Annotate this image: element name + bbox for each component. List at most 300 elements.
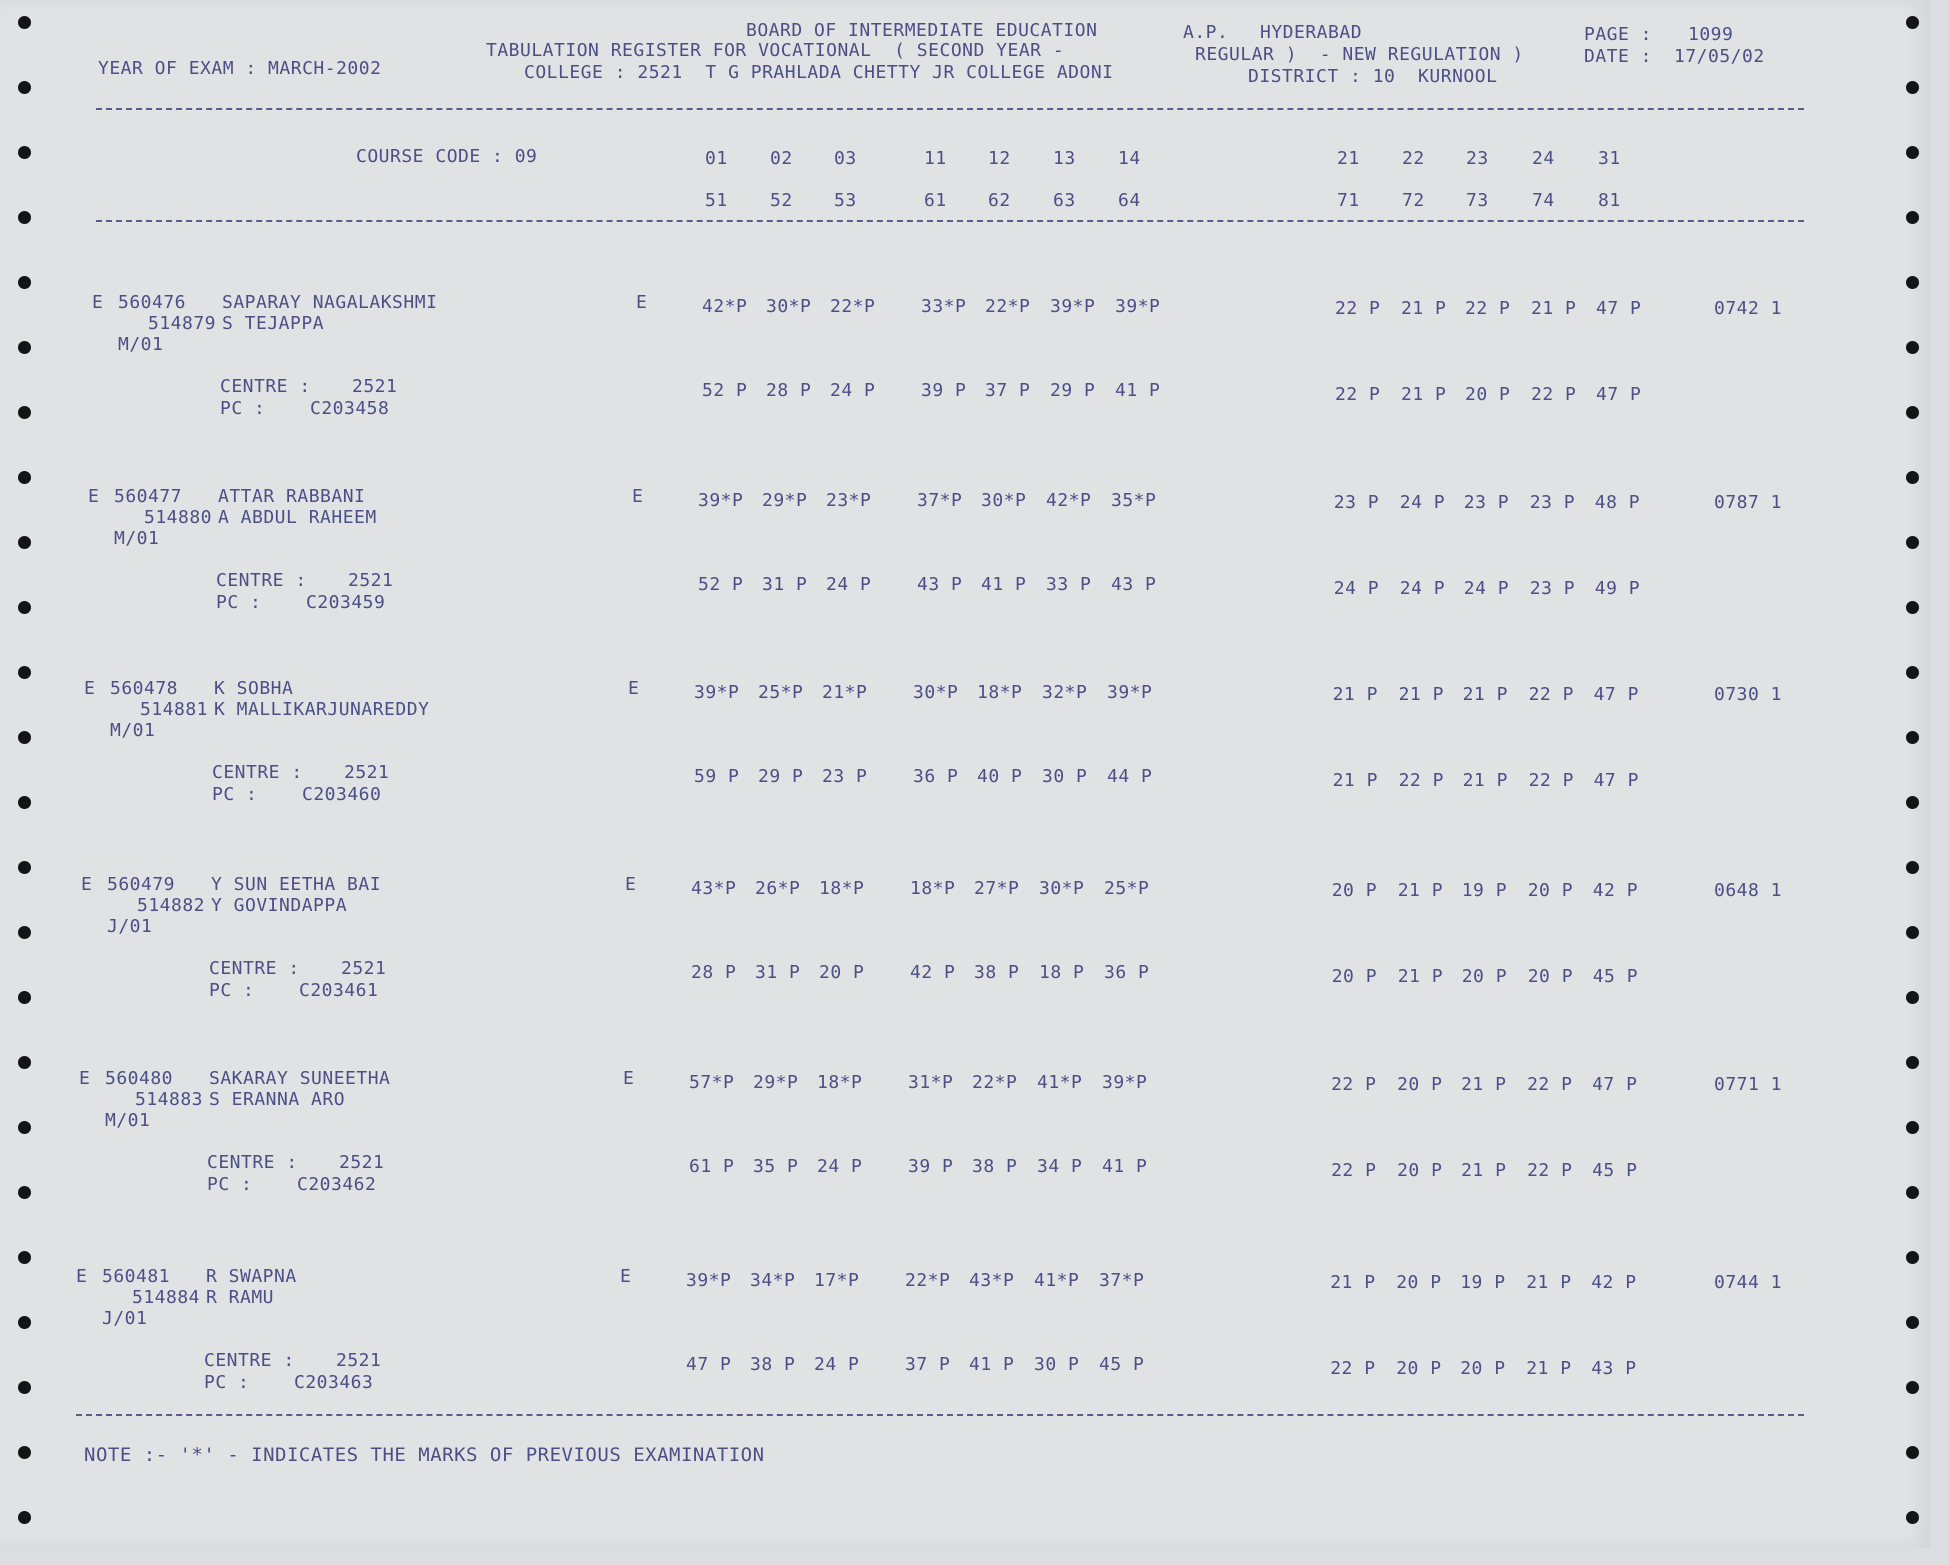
parent-name: K MALLIKARJUNAREDDY: [214, 699, 430, 720]
city-label: HYDERABAD: [1260, 22, 1363, 43]
subject-marks: 34*P: [750, 1270, 796, 1291]
feed-hole: [1906, 16, 1919, 29]
subject-marks: 42 P: [1591, 1272, 1637, 1293]
subject-marks: 28 P: [766, 380, 812, 401]
subject-marks: 23 P: [822, 766, 868, 787]
subject-marks: 44 P: [1107, 766, 1153, 787]
feed-hole: [18, 81, 31, 94]
subject-code-header: 22: [1402, 148, 1425, 169]
subject-marks: 47 P: [1593, 684, 1639, 705]
subject-marks: 59 P: [694, 766, 740, 787]
subject-code-header: 53: [834, 190, 857, 211]
subject-marks: 43 P: [917, 574, 963, 595]
subject-marks: 23 P: [1529, 578, 1576, 599]
subject-marks: 22 P: [1330, 1358, 1376, 1379]
subject-marks: 31 P: [762, 574, 808, 595]
pc-label: PC :: [212, 784, 258, 805]
exam-flag: E: [84, 678, 96, 699]
subject-marks: 29 P: [1050, 380, 1096, 401]
centre-code: 2521: [339, 1152, 385, 1173]
subject-marks: 22 P: [1527, 1074, 1573, 1095]
header-rule-top: [96, 108, 1804, 110]
pc-label: PC :: [207, 1174, 253, 1195]
feed-hole: [1906, 1511, 1919, 1524]
category: E: [623, 1068, 635, 1089]
subject-marks: 38 P: [974, 962, 1020, 983]
subject-marks: 57*P: [689, 1072, 735, 1093]
feed-hole: [18, 146, 31, 159]
feed-hole: [1906, 276, 1919, 289]
subject-marks: 45 P: [1592, 1160, 1638, 1181]
subject-marks: 22 P: [1331, 1074, 1377, 1095]
subject-marks: 29*P: [753, 1072, 799, 1093]
subject-marks: 41 P: [969, 1354, 1015, 1375]
subject-marks: 25*P: [1104, 878, 1150, 899]
subject-marks: 20 P: [1465, 384, 1511, 405]
feed-hole: [18, 1446, 31, 1459]
feed-hole: [1906, 731, 1919, 744]
centre-code: 2521: [344, 762, 390, 783]
pc-label: PC :: [220, 398, 266, 419]
subject-marks: 21 P: [1401, 298, 1447, 319]
feed-hole: [18, 341, 31, 354]
hall-ticket-number: 514881: [140, 699, 209, 720]
pc-code: C203460: [302, 784, 382, 805]
subject-code-header: 62: [988, 190, 1011, 211]
centre-code: 2521: [352, 376, 398, 397]
gender-medium: M/01: [105, 1110, 151, 1131]
subject-marks: 39 P: [921, 380, 967, 401]
subject-marks: 43 P: [1111, 574, 1157, 595]
subject-marks: 39*P: [1115, 296, 1161, 317]
category: E: [632, 486, 644, 507]
centre-label: CENTRE :: [220, 376, 311, 397]
subject-marks: 42*P: [1046, 490, 1092, 511]
feed-hole: [18, 1381, 31, 1394]
subject-marks: 25*P: [758, 682, 804, 703]
subject-marks: 27*P: [974, 878, 1020, 899]
feed-hole: [18, 1511, 31, 1524]
subject-code-header: 23: [1466, 148, 1489, 169]
subject-marks: 22 P: [1398, 770, 1444, 791]
feed-hole: [18, 926, 31, 939]
pc-code: C203463: [294, 1372, 374, 1393]
subject-marks: 18*P: [977, 682, 1023, 703]
feed-hole: [1906, 1316, 1919, 1329]
subject-marks: 39*P: [686, 1270, 732, 1291]
subject-marks: 29*P: [762, 490, 808, 511]
subject-marks: 39*P: [1050, 296, 1096, 317]
page-label: PAGE :: [1584, 24, 1653, 45]
subject-marks: 22 P: [1528, 770, 1574, 791]
register-number: 560478: [110, 678, 179, 699]
subject-marks: 22*P: [985, 296, 1031, 317]
hall-ticket-number: 514880: [144, 507, 213, 528]
page-number: 1099: [1688, 24, 1734, 45]
subject-marks: 21 P: [1531, 298, 1577, 319]
subject-marks: 20 P: [1331, 880, 1378, 901]
subject-marks: 35 P: [753, 1156, 799, 1177]
subject-marks: 47 P: [1596, 298, 1642, 319]
feed-hole: [1906, 861, 1919, 874]
total-marks: 0771 1: [1714, 1074, 1783, 1095]
subject-marks: 41 P: [1102, 1156, 1148, 1177]
subject-marks: 30*P: [913, 682, 959, 703]
gender-medium: M/01: [110, 720, 156, 741]
subject-marks: 22 P: [1531, 384, 1577, 405]
feed-hole: [1906, 1381, 1919, 1394]
feed-hole: [1906, 81, 1919, 94]
subject-marks: 21 P: [1462, 770, 1508, 791]
subject-code-header: 63: [1053, 190, 1076, 211]
pc-label: PC :: [216, 592, 262, 613]
register-number: 560479: [107, 874, 176, 895]
subject-marks: 21 P: [1526, 1272, 1572, 1293]
subject-marks: 24 P: [1463, 578, 1510, 599]
subject-marks: 18*P: [819, 878, 865, 899]
course-code: COURSE CODE : 09: [356, 146, 538, 167]
total-marks: 0787 1: [1714, 492, 1783, 513]
exam-flag: E: [92, 292, 104, 313]
subject-marks: 22 P: [1465, 298, 1511, 319]
subject-marks: 23*P: [826, 490, 872, 511]
hall-ticket-number: 514884: [132, 1287, 201, 1308]
centre-code: 2521: [341, 958, 387, 979]
subject-marks: 37*P: [1099, 1270, 1145, 1291]
subject-marks: 18 P: [1039, 962, 1085, 983]
subject-marks: 43*P: [969, 1270, 1015, 1291]
centre-code: 2521: [348, 570, 394, 591]
subject-marks: 39*P: [1107, 682, 1153, 703]
footnote: NOTE :- '*' - INDICATES THE MARKS OF PREVIOUS EXAMINATION: [84, 1444, 765, 1466]
exam-flag: E: [79, 1068, 91, 1089]
subject-marks: 52 P: [698, 574, 744, 595]
subject-marks: 36 P: [913, 766, 959, 787]
subject-marks: 20 P: [1331, 966, 1378, 987]
subject-marks: 36 P: [1104, 962, 1150, 983]
subject-marks: 39*P: [698, 490, 744, 511]
register-number: 560476: [118, 292, 187, 313]
subject-code-header: 81: [1598, 190, 1621, 211]
feed-hole: [18, 861, 31, 874]
pc-code: C203458: [310, 398, 390, 419]
subject-marks: 19 P: [1460, 1272, 1506, 1293]
feed-hole: [18, 276, 31, 289]
subject-marks: 34 P: [1037, 1156, 1083, 1177]
feed-hole: [18, 471, 31, 484]
subject-marks: 21 P: [1398, 684, 1444, 705]
subject-code-header: 51: [705, 190, 728, 211]
student-name: SAKARAY SUNEETHA: [209, 1068, 391, 1089]
subject-code-header: 01: [705, 148, 728, 169]
student-name: R SWAPNA: [206, 1266, 297, 1287]
subject-code-header: 64: [1118, 190, 1141, 211]
subject-marks: 32*P: [1042, 682, 1088, 703]
student-name: SAPARAY NAGALAKSHMI: [222, 292, 438, 313]
feed-hole: [18, 1251, 31, 1264]
subject-marks: 47 P: [686, 1354, 732, 1375]
feed-hole: [1906, 341, 1919, 354]
subject-marks: 21 P: [1461, 1074, 1507, 1095]
total-marks: 0744 1: [1714, 1272, 1783, 1293]
subject-marks: 20 P: [1396, 1272, 1442, 1293]
subject-marks: 22 P: [1335, 298, 1381, 319]
register-number: 560481: [102, 1266, 171, 1287]
subject-marks: 42*P: [702, 296, 748, 317]
subject-marks: 43*P: [691, 878, 737, 899]
feed-hole: [1906, 991, 1919, 1004]
feed-hole: [18, 211, 31, 224]
feed-hole: [1906, 1251, 1919, 1264]
subject-code-header: 71: [1337, 190, 1360, 211]
subject-marks: 18*P: [910, 878, 956, 899]
date-label: DATE :: [1584, 46, 1653, 67]
subject-marks: 20 P: [1397, 1160, 1443, 1181]
exam-flag: E: [81, 874, 93, 895]
subject-marks: 24 P: [830, 380, 876, 401]
subject-marks: 23 P: [1333, 492, 1380, 513]
feed-hole: [18, 406, 31, 419]
subject-code-header: 12: [988, 148, 1011, 169]
footer-rule: [76, 1414, 1804, 1416]
feed-hole: [1906, 1446, 1919, 1459]
board-title: BOARD OF INTERMEDIATE EDUCATION: [746, 20, 1098, 41]
print-date: 17/05/02: [1674, 46, 1765, 67]
subject-marks: 22 P: [1528, 684, 1574, 705]
parent-name: R RAMU: [206, 1287, 275, 1308]
feed-hole: [1906, 796, 1919, 809]
subject-code-header: 03: [834, 148, 857, 169]
subject-code-header: 14: [1118, 148, 1141, 169]
subject-marks: 22 P: [1527, 1160, 1573, 1181]
feed-hole: [1906, 601, 1919, 614]
subject-marks: 52 P: [702, 380, 748, 401]
subject-marks: 21 P: [1461, 1160, 1507, 1181]
feed-hole: [1906, 406, 1919, 419]
feed-hole: [1906, 471, 1919, 484]
subject-marks: 21 P: [1330, 1272, 1376, 1293]
subject-marks: 21 P: [1401, 384, 1447, 405]
subject-marks: 20 P: [819, 962, 865, 983]
subject-marks: 39 P: [908, 1156, 954, 1177]
feed-hole: [1906, 1186, 1919, 1199]
centre-label: CENTRE :: [209, 958, 300, 979]
register-number: 560480: [105, 1068, 174, 1089]
total-marks: 0648 1: [1714, 880, 1783, 901]
subject-marks: 39*P: [694, 682, 740, 703]
subject-marks: 42 P: [910, 962, 956, 983]
subject-code-header: 31: [1598, 148, 1621, 169]
subject-code-header: 61: [924, 190, 947, 211]
subject-code-header: 11: [924, 148, 947, 169]
college-label: COLLEGE : 2521 T G PRAHLADA CHETTY JR COLLEGE ADONI: [524, 62, 1114, 83]
feed-hole: [18, 536, 31, 549]
feed-hole: [1906, 1056, 1919, 1069]
subject-marks: 22 P: [1335, 384, 1381, 405]
subject-marks: 19 P: [1461, 880, 1508, 901]
feed-hole: [18, 601, 31, 614]
subject-marks: 41 P: [1115, 380, 1161, 401]
subject-marks: 22 P: [1331, 1160, 1377, 1181]
subject-marks: 21 P: [1526, 1358, 1572, 1379]
subject-marks: 21*P: [822, 682, 868, 703]
regulation-label: REGULAR ) - NEW REGULATION ): [1195, 44, 1524, 65]
subject-marks: 45 P: [1099, 1354, 1145, 1375]
gender-medium: J/01: [102, 1308, 148, 1329]
subject-marks: 31 P: [755, 962, 801, 983]
pc-label: PC :: [209, 980, 255, 1001]
gender-medium: J/01: [107, 916, 153, 937]
subject-marks: 30*P: [766, 296, 812, 317]
subject-marks: 17*P: [814, 1270, 860, 1291]
subject-marks: 38 P: [972, 1156, 1018, 1177]
pc-code: C203462: [297, 1174, 377, 1195]
parent-name: Y GOVINDAPPA: [211, 895, 348, 916]
subject-marks: 23 P: [1463, 492, 1510, 513]
subject-marks: 24 P: [826, 574, 872, 595]
subject-marks: 20 P: [1527, 880, 1574, 901]
feed-hole: [18, 796, 31, 809]
hall-ticket-number: 514882: [137, 895, 206, 916]
feed-hole: [18, 991, 31, 1004]
subject-marks: 20 P: [1396, 1358, 1442, 1379]
category: E: [636, 292, 648, 313]
subject-marks: 47 P: [1596, 384, 1642, 405]
subject-marks: 20 P: [1461, 966, 1508, 987]
subject-marks: 28 P: [691, 962, 737, 983]
subject-marks: 33 P: [1046, 574, 1092, 595]
subject-marks: 29 P: [758, 766, 804, 787]
subject-marks: 22*P: [905, 1270, 951, 1291]
feed-hole: [18, 731, 31, 744]
pc-label: PC :: [204, 1372, 250, 1393]
state-label: A.P.: [1183, 22, 1229, 43]
subject-marks: 24 P: [1333, 578, 1380, 599]
centre-label: CENTRE :: [204, 1350, 295, 1371]
subject-marks: 21 P: [1332, 770, 1378, 791]
feed-hole: [18, 666, 31, 679]
register-number: 560477: [114, 486, 183, 507]
category: E: [620, 1266, 632, 1287]
subject-marks: 41*P: [1034, 1270, 1080, 1291]
subject-marks: 35*P: [1111, 490, 1157, 511]
total-marks: 0742 1: [1714, 298, 1783, 319]
subject-marks: 30*P: [1039, 878, 1085, 899]
district-label: DISTRICT : 10 KURNOOL: [1248, 66, 1498, 87]
centre-label: CENTRE :: [207, 1152, 298, 1173]
subject-marks: 41 P: [981, 574, 1027, 595]
centre-label: CENTRE :: [212, 762, 303, 783]
subject-code-header: 21: [1337, 148, 1360, 169]
feed-hole: [1906, 1121, 1919, 1134]
subject-marks: 38 P: [750, 1354, 796, 1375]
subject-marks: 20 P: [1527, 966, 1574, 987]
feed-hole: [1906, 146, 1919, 159]
subject-marks: 47 P: [1593, 770, 1639, 791]
centre-code: 2521: [336, 1350, 382, 1371]
subject-marks: 37 P: [905, 1354, 951, 1375]
parent-name: S TEJAPPA: [222, 313, 325, 334]
subject-marks: 39*P: [1102, 1072, 1148, 1093]
subject-code-header: 72: [1402, 190, 1425, 211]
subject-marks: 37*P: [917, 490, 963, 511]
centre-label: CENTRE :: [216, 570, 307, 591]
year-of-exam: YEAR OF EXAM : MARCH-2002: [98, 58, 382, 79]
student-name: ATTAR RABBANI: [218, 486, 366, 507]
subject-marks: 26*P: [755, 878, 801, 899]
gender-medium: M/01: [114, 528, 160, 549]
subject-marks: 30 P: [1034, 1354, 1080, 1375]
subject-marks: 24 P: [817, 1156, 863, 1177]
category: E: [628, 678, 640, 699]
subject-marks: 42 P: [1592, 880, 1639, 901]
subject-code-header: 13: [1053, 148, 1076, 169]
subject-marks: 24 P: [814, 1354, 860, 1375]
subject-code-header: 74: [1532, 190, 1555, 211]
subject-marks: 22*P: [972, 1072, 1018, 1093]
student-name: Y SUN EETHA BAI: [211, 874, 382, 895]
subject-marks: 30 P: [1042, 766, 1088, 787]
subject-marks: 24 P: [1399, 492, 1446, 513]
subject-marks: 45 P: [1592, 966, 1639, 987]
subject-marks: 24 P: [1399, 578, 1446, 599]
feed-hole: [1906, 536, 1919, 549]
gender-medium: M/01: [118, 334, 164, 355]
subject-code-header: 02: [770, 148, 793, 169]
parent-name: S ERANNA ARO: [209, 1089, 346, 1110]
exam-flag: E: [88, 486, 100, 507]
feed-hole: [18, 1121, 31, 1134]
subject-marks: 20 P: [1460, 1358, 1506, 1379]
category: E: [625, 874, 637, 895]
header-rule-bottom: [96, 220, 1804, 222]
subject-marks: 20 P: [1397, 1074, 1443, 1095]
feed-hole: [18, 1056, 31, 1069]
pc-code: C203459: [306, 592, 386, 613]
total-marks: 0730 1: [1714, 684, 1783, 705]
subject-marks: 21 P: [1462, 684, 1508, 705]
subject-marks: 18*P: [817, 1072, 863, 1093]
subject-marks: 21 P: [1332, 684, 1378, 705]
subject-marks: 47 P: [1592, 1074, 1638, 1095]
register-title: TABULATION REGISTER FOR VOCATIONAL ( SECOND YEAR -: [486, 40, 1065, 61]
student-name: K SOBHA: [214, 678, 294, 699]
feed-hole: [18, 1316, 31, 1329]
hall-ticket-number: 514883: [135, 1089, 204, 1110]
subject-marks: 40 P: [977, 766, 1023, 787]
subject-marks: 23 P: [1529, 492, 1576, 513]
subject-marks: 21 P: [1397, 966, 1444, 987]
subject-code-header: 24: [1532, 148, 1555, 169]
hall-ticket-number: 514879: [148, 313, 217, 334]
parent-name: A ABDUL RAHEEM: [218, 507, 377, 528]
subject-marks: 41*P: [1037, 1072, 1083, 1093]
feed-hole: [1906, 666, 1919, 679]
subject-code-header: 52: [770, 190, 793, 211]
subject-marks: 49 P: [1594, 578, 1641, 599]
subject-marks: 33*P: [921, 296, 967, 317]
exam-flag: E: [76, 1266, 88, 1287]
subject-marks: 37 P: [985, 380, 1031, 401]
subject-marks: 43 P: [1591, 1358, 1637, 1379]
feed-hole: [18, 16, 31, 29]
subject-marks: 31*P: [908, 1072, 954, 1093]
subject-marks: 21 P: [1397, 880, 1444, 901]
pc-code: C203461: [299, 980, 379, 1001]
subject-marks: 22*P: [830, 296, 876, 317]
subject-code-header: 73: [1466, 190, 1489, 211]
subject-marks: 48 P: [1594, 492, 1641, 513]
